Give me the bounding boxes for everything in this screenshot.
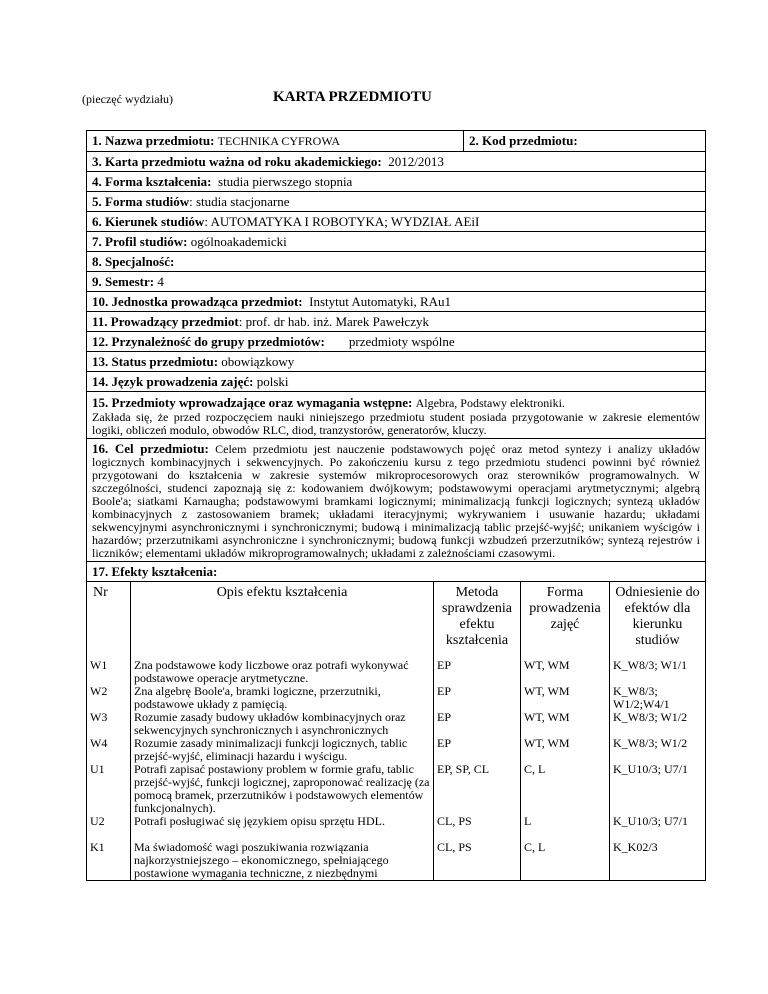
language-label: 14. Język prowadzenia zajęć: [92, 374, 254, 389]
outcome-nr: U2 [87, 815, 131, 841]
outcome-form: C, L [521, 763, 610, 815]
outcome-method: EP [434, 685, 521, 711]
outcome-description: Ma świadomość wagi poszukiwania rozwiązania najkorzystniejszego – ekonomicznego, spełniającego postawione wymagania techniczne, z niezbędnymi [131, 841, 434, 880]
outcome-method: CL, PS [434, 841, 521, 880]
outcome-reference: K_U10/3; U7/1 [613, 814, 688, 828]
outcomes-header-row [87, 582, 705, 649]
header-description: Opis efektu kształcenia [131, 582, 434, 649]
outcome-nr: W3 [87, 711, 131, 737]
table-row [87, 711, 705, 737]
outcome-reference: K_W8/3; W1/1 [613, 658, 688, 672]
row-learning-outcomes [87, 562, 706, 881]
form-of-education-value: studia pierwszego stopnia [218, 174, 353, 189]
teaching-unit-label: 10. Jednostka prowadząca przedmiot: [92, 294, 303, 309]
outcome-description: Rozumie zasady budowy układów kombinacyjnych oraz sekwencyjnych synchronicznych i asynchronicznych [131, 711, 434, 737]
outcome-reference: K_W8/3; W1/2 [613, 736, 688, 750]
subject-group-label: 12. Przynależność do grupy przedmiotów: [92, 334, 325, 349]
outcome-form: WT, WM [521, 685, 610, 711]
subject-status-label: 13. Status przedmiotu: [92, 354, 219, 369]
prerequisites-label: 15. Przedmioty wprowadzające oraz wymagania wstępne: [92, 395, 413, 410]
table-row [87, 659, 705, 685]
row-specialty [87, 252, 706, 272]
study-profile-value: ogólnoakademicki [190, 234, 287, 249]
learning-outcomes-table [87, 582, 705, 880]
language-value: polski [256, 374, 289, 389]
outcome-description: Rozumie zasady minimalizacji funkcji logicznych, tablic przejść-wyjść, eliminacji hazardu i wyścigu. [131, 737, 434, 763]
outcome-description: Potrafi posługiwać się językiem opisu sprzętu HDL. [131, 815, 434, 841]
lecturer-label: 11. Prowadzący przedmiot [92, 314, 239, 329]
outcome-reference: K_K02/3 [613, 840, 658, 854]
prerequisites-value: Algebra, Podstawy elektroniki. [415, 396, 565, 410]
field-of-study-label: 6. Kierunek studiów [92, 214, 205, 229]
subject-status-value: obowiązkowy [221, 354, 295, 369]
study-profile-label: 7. Profil studiów: [92, 234, 188, 249]
learning-outcomes-label: 17. Efekty kształcenia: [92, 564, 218, 579]
prerequisites-text: Zakłada się, że przed rozpoczęciem nauki niniejszego przedmiotu student posiada przygotowanie w zakresie elementów logiki, obliczeń modulo, obwodów RLC, diod, tranzystorów, generatorów, kluczy. [92, 410, 700, 437]
outcome-method: EP [434, 711, 521, 737]
outcome-method: EP, SP, CL [434, 763, 521, 815]
outcome-method: EP [434, 659, 521, 685]
outcome-form: WT, WM [521, 737, 610, 763]
department-stamp-label: (pieczęć wydziału) [82, 92, 173, 106]
header-nr: Nr [87, 582, 131, 649]
outcome-nr: W1 [87, 659, 131, 685]
course-code-label: 2. Kod przedmiotu: [469, 133, 578, 148]
outcome-form: L [521, 815, 610, 841]
outcome-nr: W4 [87, 737, 131, 763]
row-prerequisites [87, 392, 706, 439]
form-of-studies-label: 5. Forma studiów [92, 194, 190, 209]
teaching-unit-value: Instytut Automatyki, RAu1 [309, 294, 452, 309]
row-subject-status [87, 352, 706, 372]
course-objective-text: Celem przedmiotu jest nauczenie podstawowych pojęć oraz metod syntezy i analizy układów logicznych kombinacyjnych i sekwencyjnych. Po zakończeniu kursu z tego przedmiotu studenci powinni być również przygotowani do kształcenia w zakresie systemów mikroprocesorowych oraz sterowników programowalnych. W szczególności, studenci zapoznają się z: kodowaniem dwójkowym; podstawowymi operacjami arytmetycznymi; algebrą Boole'a; siatkami Karnaugha; podstawowymi bramkami logicznymi; minimalizacją funkcji logicznych; syntezą układów kombinacyjnych z zastosowaniem bramek; układami iteracyjnymi; wykrywaniem i usuwanie hazardu; układami sekwencyjnymi asynchronicznymi i synchronicznymi; budową i minimalizacją tablic przejść-wyjść; unikaniem wyścigów i hazardów; przerzutnikami asynchroniczne i synchronicznymi; budową funkcji wzbudzeń przerzutników; syntezą rejestrów i liczników; elementami układów mikroprogramowalnych; układami z zależnościami czasowymi. [92, 442, 701, 560]
row-valid-from [87, 152, 706, 172]
outcome-form: C, L [521, 841, 610, 880]
lecturer-value: : prof. dr hab. inż. Marek Pawełczyk [238, 314, 429, 329]
course-objective-label: 16. Cel przedmiotu: [92, 441, 209, 456]
header-reference: Odniesienie do efektów dla kierunku studiów [615, 585, 700, 648]
outcome-reference: K_W8/3; W1/2;W4/1 [613, 684, 670, 711]
course-name-value: TECHNIKA CYFROWA [217, 134, 340, 148]
row-subject-group [87, 332, 706, 352]
outcome-nr: W2 [87, 685, 131, 711]
outcome-method: CL, PS [434, 815, 521, 841]
row-course-objective [87, 439, 706, 562]
outcome-description: Zna podstawowe kody liczbowe oraz potrafi wykonywać podstawowe operacje arytmetyczne. [131, 659, 434, 685]
table-row [87, 841, 705, 880]
header-verification-method: Metoda sprawdzenia efektu kształcenia [434, 582, 521, 649]
outcome-nr: K1 [87, 841, 131, 880]
table-row [87, 737, 705, 763]
row-semester [87, 272, 706, 292]
outcome-description: Zna algebrę Boole'a, bramki logiczne, przerzutniki, podstawowe układy z pamięcią. [131, 685, 434, 711]
outcome-description: Potrafi zapisać postawiony problem w formie grafu, tablic przejść-wyjść, funkcji logicznej, zaproponować realizację (za pomocą bramek, przerzutników i podstawowych elementów funkcjonalnych). [131, 763, 434, 815]
outcome-method: EP [434, 737, 521, 763]
outcome-form: WT, WM [521, 659, 610, 685]
row-language [87, 372, 706, 392]
subject-group-value: przedmioty wspólne [348, 334, 455, 349]
outcome-reference: K_W8/3; W1/2 [613, 710, 688, 724]
document-title: KARTA PRZEDMIOTU [273, 89, 432, 105]
table-row [87, 685, 705, 711]
row-course-name [87, 131, 706, 152]
header-class-form: Forma prowadzenia zajęć [521, 582, 610, 649]
row-study-profile [87, 232, 706, 252]
table-row [87, 763, 705, 815]
row-teaching-unit [87, 292, 706, 312]
row-form-of-studies [87, 192, 706, 212]
outcome-reference: K_U10/3; U7/1 [613, 762, 688, 776]
row-form-of-education [87, 172, 706, 192]
outcome-nr: U1 [87, 763, 131, 815]
form-of-education-label: 4. Forma kształcenia: [92, 174, 212, 189]
row-field-of-study [87, 212, 706, 232]
field-of-study-value: : AUTOMATYKA I ROBOTYKA; WYDZIAŁ AEiI [204, 214, 480, 229]
course-name-label: 1. Nazwa przedmiotu: [92, 133, 215, 148]
table-row [87, 815, 705, 841]
form-of-studies-value: : studia stacjonarne [189, 194, 290, 209]
valid-from-label: 3. Karta przedmiotu ważna od roku akademickiego: [92, 154, 382, 169]
row-lecturer [87, 312, 706, 332]
semester-value: 4 [157, 274, 164, 289]
specialty-label: 8. Specjalność: [92, 254, 175, 269]
course-card-table [86, 130, 706, 881]
outcome-form: WT, WM [521, 711, 610, 737]
semester-label: 9. Semestr: [92, 274, 155, 289]
valid-from-value: 2012/2013 [388, 154, 444, 169]
